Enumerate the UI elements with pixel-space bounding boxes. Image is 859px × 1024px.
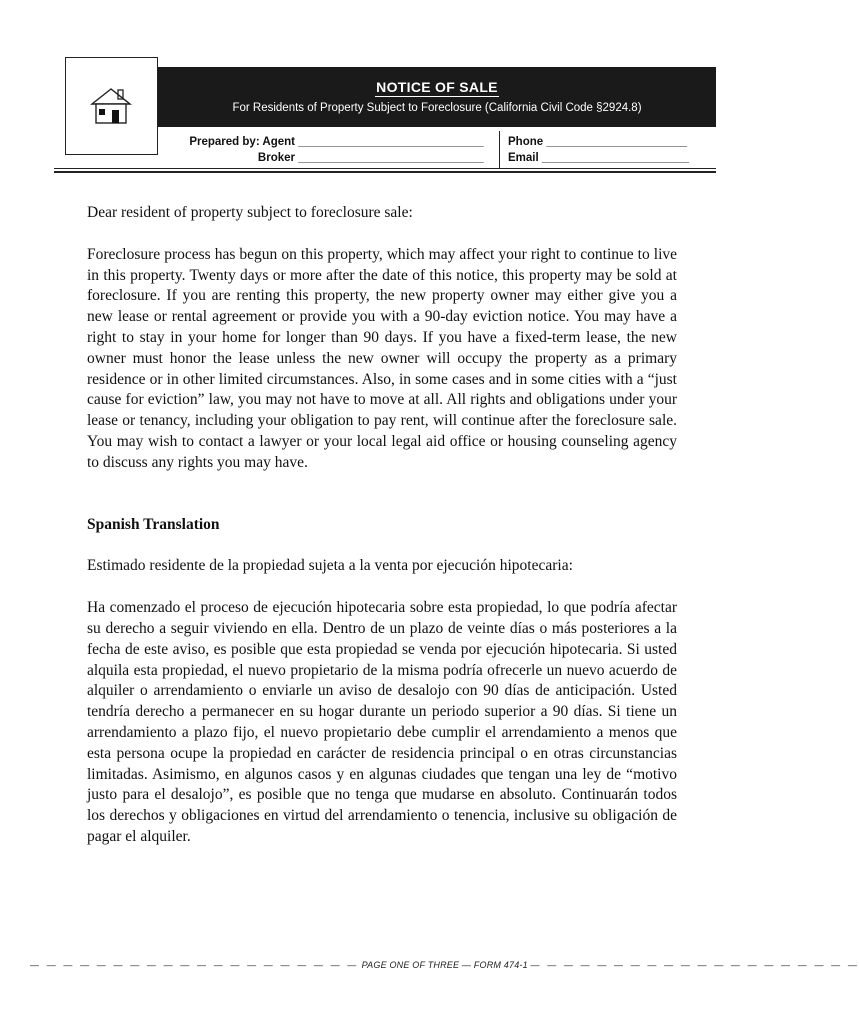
contact-block: [508, 134, 689, 166]
footer-dashes-left: — — — — — — — — — — — — — — — — — — — —: [30, 960, 359, 970]
agent-label: Prepared by: Agent: [189, 136, 295, 148]
spanish-heading: Spanish Translation: [87, 515, 220, 533]
notice-body: [87, 203, 677, 848]
spanish-paragraph: Ha comenzado el proceso de ejecución hipotecaria sobre esta propiedad, lo que podría afectar su derecho a seguir viviendo en ella. Dentro de un plazo de veinte días o más posteriores a la fecha de este aviso, es posible que esta propiedad se venda por ejecución hipotecaria. Si usted alquila esta propiedad, el nuevo propietario de la misma podría ofrecerle un nuevo acuerdo de alquiler o arrendamiento o enviarle un aviso de desalojo con 90 días de anticipación. Usted tendría derecho a permanecer en su hogar durante un periodo superior a 90 días. Si tiene un arrendamiento a plazo fijo, el nuevo propietario debe cumplir el arrendamiento a menos que esta persona ocupe la propiedad en carácter de residencia principal o en otras circunstancias limitadas. Asimismo, en algunos casos y en algunas ciudades que tengan una ley de “motivo justo para el desalojo”, es posible que no tenga que mudarse en absoluto. Continuarán todos los derechos y obligaciones en virtud del arrendamiento o tenencia, inclusive su obligación de pagar el alquiler.: [87, 599, 677, 845]
email-field[interactable]: _______________________: [541, 152, 689, 164]
email-label: Email: [508, 152, 539, 164]
notice-title: NOTICE OF SALE: [376, 79, 498, 95]
salutation: Dear resident of property subject to foreclosure sale:: [87, 204, 413, 221]
header-rule-thick: [54, 171, 716, 173]
header-divider: [499, 131, 500, 168]
prepared-by-block: [168, 134, 484, 166]
house-icon: [88, 86, 134, 126]
notice-subtitle: For Residents of Property Subject to Foreclosure (California Civil Code §2924.8): [232, 102, 642, 114]
title-bar: [158, 67, 716, 127]
logo-box: [65, 57, 158, 155]
footer-text: PAGE ONE OF THREE — FORM 474-1: [361, 960, 528, 970]
header-rule: [54, 168, 716, 169]
phone-field[interactable]: ______________________: [546, 136, 688, 148]
page-footer: [30, 960, 859, 970]
phone-label: Phone: [508, 136, 544, 148]
spanish-salutation: Estimado residente de la propiedad sujeta a la venta por ejecución hipotecaria:: [87, 557, 573, 575]
broker-field[interactable]: _____________________________: [298, 152, 484, 164]
agent-field[interactable]: _____________________________: [298, 136, 484, 148]
broker-label: Broker: [257, 152, 295, 164]
footer-dashes-right: — — — — — — — — — — — — — — — — — — — —: [530, 960, 859, 970]
english-paragraph: Foreclosure process has begun on this property, which may affect your right to continue to live in this property. Twenty days or more after the date of this notice, this property may be sold at foreclosure. If you are renting this property, the new property owner may either give you a new lease or rental agreement or provide you with a 90-day eviction notice. You may have a right to stay in your home for longer than 90 days. If you have a fixed-term lease, the new owner must honor the lease unless the new owner will occupy the property as a primary residence or in other limited circumstances. Also, in some cases and in some cities with a “just cause for eviction” law, you may not have to move at all. All rights and obligations under your lease or tenancy, including your obligation to pay rent, will continue after the foreclosure sale. You may wish to contact a lawyer or your local legal aid office or housing counseling agency to discuss any rights you may have.: [87, 245, 677, 471]
